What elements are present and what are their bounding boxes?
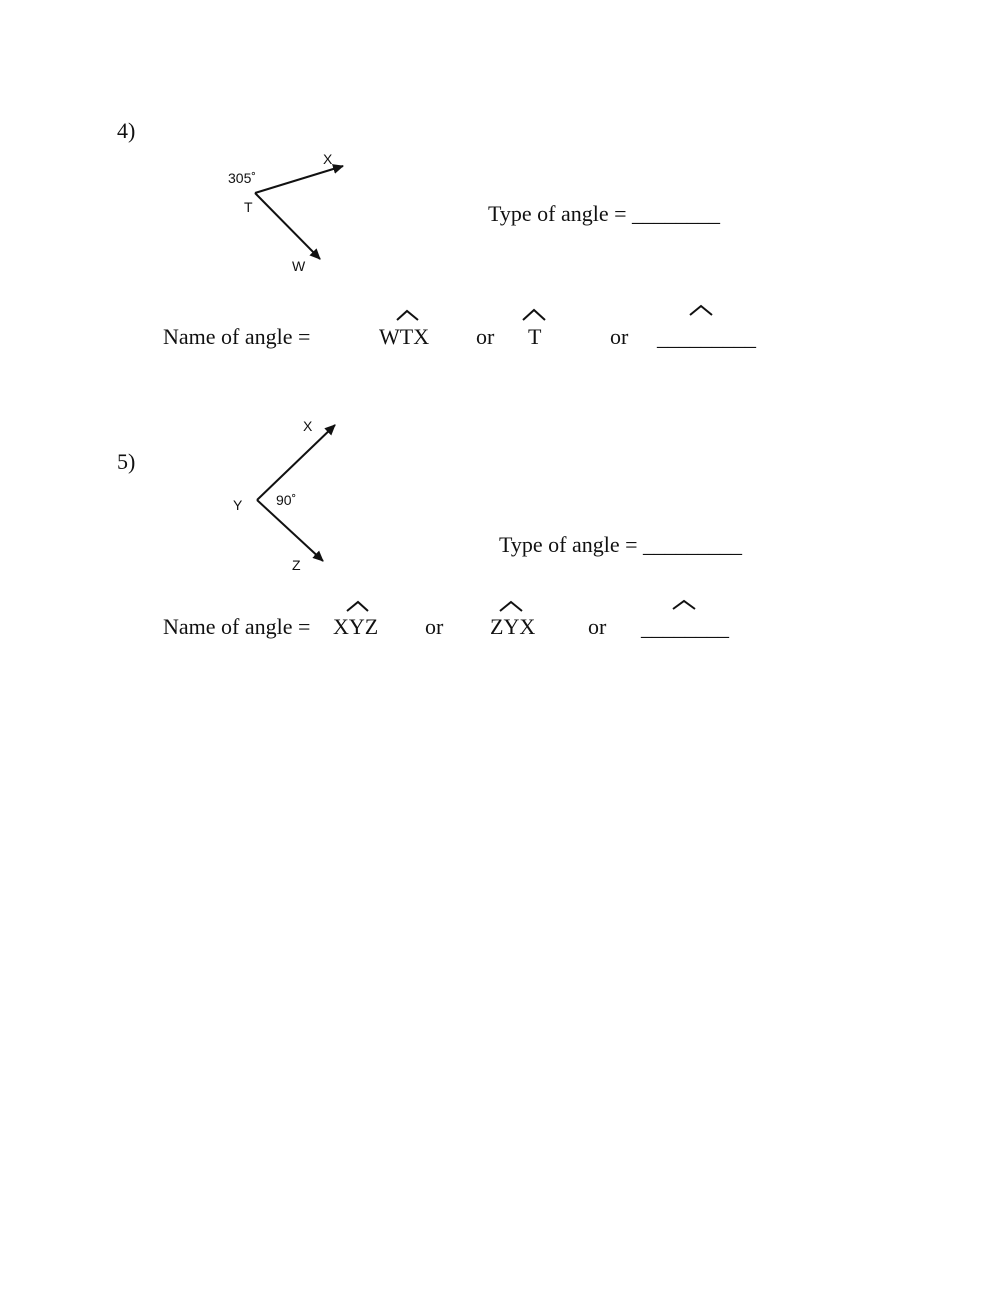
- vertex-label-t: T: [244, 199, 253, 215]
- caret-zyx: [500, 602, 522, 611]
- vertex-label-y: Y: [233, 497, 243, 513]
- name-of-angle-label-4: Name of angle =: [163, 324, 311, 349]
- angle-measure-label-4: 305˚: [228, 170, 257, 186]
- angle-name-xyz: XYZ: [333, 614, 379, 639]
- ray-yx: [257, 425, 335, 500]
- caret-t: [523, 310, 545, 320]
- point-label-z: Z: [292, 557, 301, 573]
- ray-tw: [255, 193, 320, 259]
- point-label-x-5: X: [303, 418, 313, 434]
- point-label-x-4: X: [323, 151, 333, 167]
- caret-blank-5: [673, 601, 695, 609]
- name-of-angle-label-5: Name of angle =: [163, 614, 311, 639]
- type-of-angle-5: Type of angle = _________: [499, 532, 743, 557]
- ray-tx: [255, 166, 343, 193]
- answer-blank-4: _________: [657, 325, 756, 350]
- or-separator: or: [610, 324, 629, 349]
- or-separator: or: [476, 324, 495, 349]
- point-label-w: W: [292, 258, 306, 274]
- caret-xyz: [347, 602, 368, 611]
- caret-wtx: [397, 311, 418, 320]
- angle-name-t: T: [528, 324, 542, 349]
- question-number-5: 5): [117, 449, 136, 474]
- ray-yz: [257, 500, 323, 561]
- question-number-4: 4): [117, 118, 136, 143]
- type-of-angle-4: Type of angle = ________: [488, 201, 721, 226]
- angle-name-wtx: WTX: [379, 324, 430, 349]
- answer-blank-5: ________: [641, 615, 729, 640]
- angle-name-zyx: ZYX: [490, 614, 536, 639]
- or-separator: or: [588, 614, 607, 639]
- caret-blank-4: [690, 306, 712, 315]
- angle-measure-label-5: 90˚: [276, 492, 297, 508]
- or-separator: or: [425, 614, 444, 639]
